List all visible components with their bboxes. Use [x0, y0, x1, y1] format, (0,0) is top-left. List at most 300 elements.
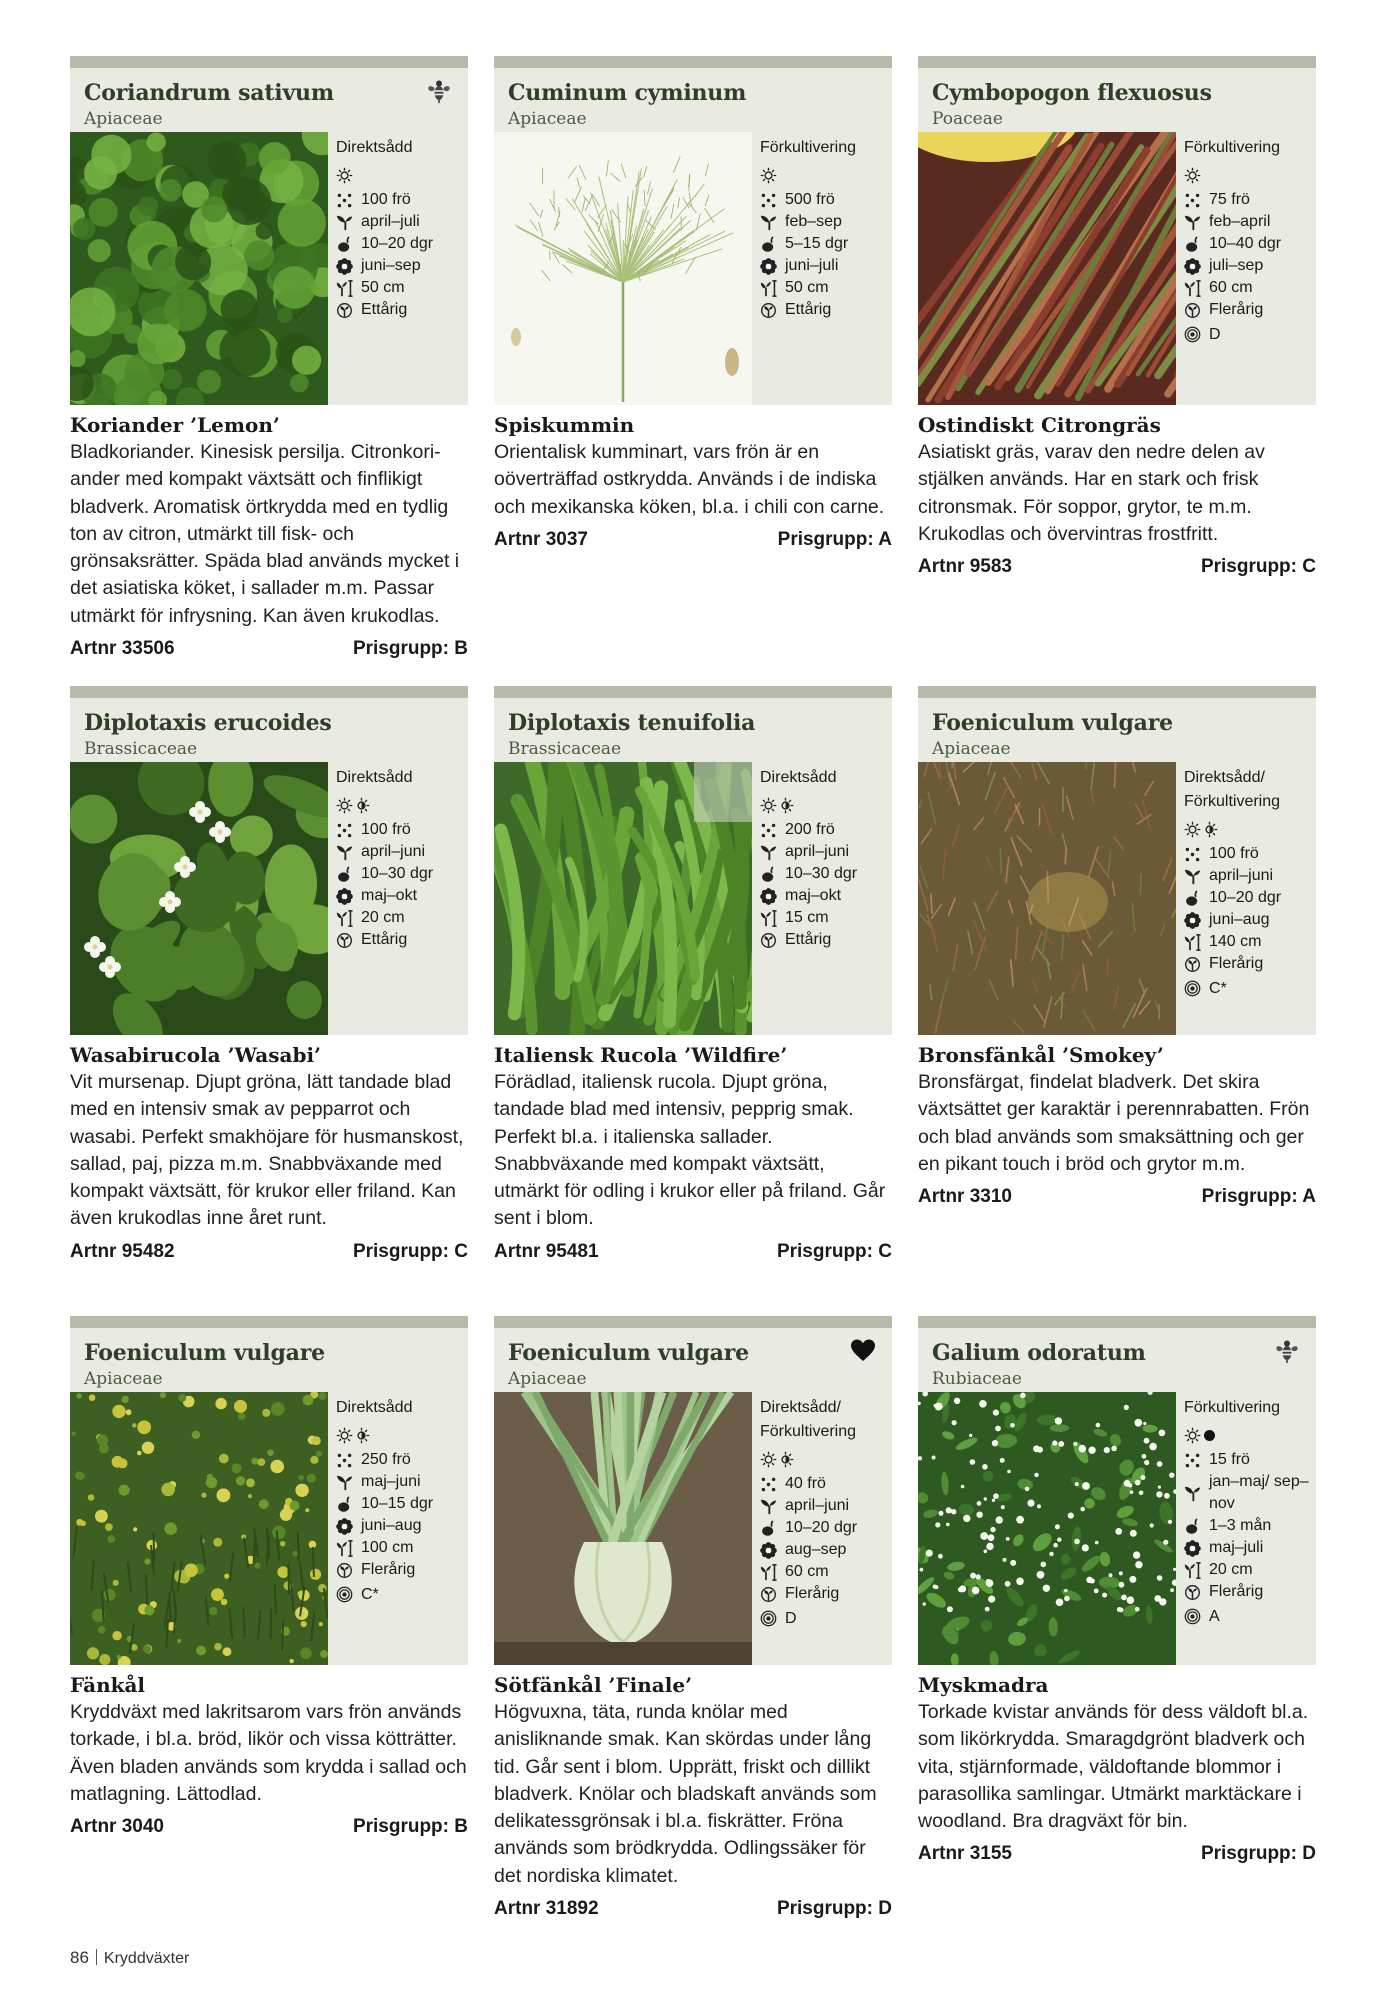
plant-height-icon: [760, 1564, 777, 1581]
spec-list: [1184, 1396, 1312, 1631]
spec-value: 10–40 dgr: [1209, 235, 1282, 252]
plant-photo-graphic: [494, 1392, 752, 1665]
card-header: [70, 56, 468, 132]
spec-value: april–juni: [785, 843, 850, 860]
spec-value: 10–15 dgr: [361, 1495, 434, 1512]
spec-seed-count: [1184, 843, 1312, 865]
plant-family: Brassicaceae: [508, 739, 622, 759]
seed-count-icon: [1184, 1452, 1201, 1469]
spec-value: 100 frö: [361, 191, 411, 208]
card-footer: [918, 1186, 1316, 1208]
plant-family: Rubiaceae: [932, 1369, 1022, 1389]
spec-germination-time: [760, 1517, 888, 1539]
spec-value: Ettårig: [361, 301, 408, 318]
card-footer: [918, 1843, 1316, 1865]
life-cycle-icon: [760, 1586, 777, 1603]
product-card: [70, 1316, 468, 1838]
spec-value: 10–20 dgr: [1209, 889, 1282, 906]
plant-family: Apiaceae: [508, 109, 587, 129]
full-sun-icon: [760, 797, 777, 814]
plant-photo: [70, 762, 328, 1035]
spec-value: Ettårig: [785, 301, 832, 318]
product-card: [494, 1316, 892, 1920]
sowing-period-icon: [1184, 868, 1201, 885]
spec-plant-height: [760, 277, 888, 299]
life-cycle-icon: [1184, 302, 1201, 319]
full-sun-icon: [760, 1451, 777, 1468]
card-body: [70, 762, 468, 1035]
plant-photo-graphic: [918, 762, 1176, 1035]
seed-count-icon: [760, 192, 777, 209]
spec-plant-height: [760, 907, 888, 929]
spec-life-cycle: [1184, 953, 1312, 975]
plant-photo: [918, 1392, 1176, 1665]
spec-sowing-period: [336, 841, 464, 863]
card-footer: [70, 1241, 468, 1263]
life-cycle-icon: [1184, 1584, 1201, 1601]
price-group: Prisgrupp: C: [352, 1240, 468, 1262]
seed-count-icon: [760, 1476, 777, 1493]
cultivation-method: Förkultivering: [760, 139, 857, 156]
card-body: [494, 762, 892, 1035]
card-header: [494, 56, 892, 132]
spec-list: [760, 1396, 888, 1633]
germination-time-icon: [760, 1520, 777, 1537]
spec-value: juni–sep: [361, 257, 421, 274]
zone-value: C*: [361, 1586, 379, 1603]
spec-life-cycle: [1184, 299, 1312, 321]
sowing-period-icon: [760, 844, 777, 861]
spec-value: Flerårig: [1209, 1583, 1264, 1600]
price-group: Prisgrupp: B: [352, 638, 468, 660]
spec-sowing-period: [760, 211, 888, 233]
germination-time-icon: [336, 866, 353, 883]
latin-name: Foeniculum vulgare: [932, 710, 1173, 736]
spec-list: [760, 136, 888, 321]
flowering-period-icon: [1184, 912, 1201, 929]
card-body: [70, 1392, 468, 1665]
full-sun-icon: [336, 167, 353, 184]
card-header: [918, 686, 1316, 762]
cultivation-method: Direktsådd/ Förkultivering: [1184, 769, 1281, 810]
page-footer: [70, 1948, 189, 1968]
cultivation-method: Direktsådd: [760, 769, 837, 786]
spec-value: 10–30 dgr: [361, 865, 434, 882]
product-card: [70, 56, 468, 660]
product-card: [918, 686, 1316, 1208]
spec-plant-height: [1184, 1559, 1312, 1581]
card-footer: [918, 556, 1316, 578]
spec-value: 40 frö: [785, 1475, 826, 1492]
product-card: [494, 686, 892, 1263]
spec-list: [1184, 136, 1312, 349]
plant-height-icon: [1184, 934, 1201, 951]
card-header: [70, 686, 468, 762]
spec-flowering-period: [760, 1539, 888, 1561]
plant-height-icon: [1184, 1562, 1201, 1579]
light-requirement: [760, 162, 888, 189]
germination-time-icon: [336, 1496, 353, 1513]
spec-value: 15 frö: [1209, 1451, 1250, 1468]
plant-height-icon: [336, 1540, 353, 1557]
life-cycle-icon: [1184, 956, 1201, 973]
plant-photo: [70, 132, 328, 405]
light-requirement: [336, 162, 464, 189]
plant-family: Apiaceae: [84, 109, 163, 129]
spec-life-cycle: [336, 929, 464, 951]
spec-value: maj–okt: [361, 887, 418, 904]
light-requirement: [336, 1422, 464, 1449]
plant-photo: [70, 1392, 328, 1665]
plant-family: Apiaceae: [508, 1369, 587, 1389]
spec-value: 140 cm: [1209, 933, 1262, 950]
cultivation-method: Förkultivering: [1184, 1399, 1281, 1416]
product-description: Asiatiskt gräs, varav den nedre delen av stjälken används. Har en stark och frisk citronsmak. För soppor, grytor, te m.m. Krukodlas och övervintras frostfritt.: [918, 441, 1265, 545]
hardiness-zone-icon: [760, 1610, 777, 1627]
latin-name: Diplotaxis tenuifolia: [508, 710, 756, 736]
sowing-period-icon: [760, 214, 777, 231]
card-body: [494, 132, 892, 405]
card-body: [918, 762, 1316, 1035]
price-group: Prisgrupp: D: [776, 1898, 892, 1920]
spec-hardiness-zone: [1184, 1603, 1312, 1631]
flowering-period-icon: [336, 258, 353, 275]
product-description: Bladkoriander. Kinesisk persilja. Citronkori-ander med kompakt växtsätt och finflikigt bladverk. Aromatisk örtkrydda med en tydlig ton av citron, utmärkt till fisk- och grönsaksrätter. Späda blad används mycket i det asiatiska köket, i sallader m.m. Passar utmärkt för infrysning. Kan även krukodlas.: [70, 441, 460, 627]
bee-icon: [1274, 1338, 1300, 1364]
card-header: [918, 56, 1316, 132]
spec-value: juli–sep: [1209, 257, 1264, 274]
product-name: Koriander ’Lemon’: [70, 413, 280, 437]
cultivation-method: Direktsådd: [336, 139, 413, 156]
spec-list: [1184, 766, 1312, 1003]
spec-value: 20 cm: [361, 909, 405, 926]
plant-height-icon: [760, 280, 777, 297]
article-number: Artnr 33506: [70, 638, 175, 660]
spec-sowing-period: [336, 1471, 464, 1493]
spec-flowering-period: [1184, 1537, 1312, 1559]
latin-name: Diplotaxis erucoides: [84, 710, 332, 736]
spec-germination-time: [336, 233, 464, 255]
spec-sowing-period: [336, 211, 464, 233]
spec-value: 100 frö: [361, 821, 411, 838]
full-sun-icon: [336, 797, 353, 814]
spec-flowering-period: [760, 255, 888, 277]
spec-value: april–juli: [361, 213, 420, 230]
flowering-period-icon: [336, 1518, 353, 1535]
partial-shade-icon: [1201, 821, 1218, 838]
article-number: Artnr 95482: [70, 1240, 175, 1262]
plant-family: Apiaceae: [84, 1369, 163, 1389]
spec-value: 100 cm: [361, 1539, 414, 1556]
cultivation-method: Förkultivering: [1184, 139, 1281, 156]
product-name: Wasabirucola ’Wasabi’: [70, 1043, 322, 1067]
spec-hardiness-zone: [760, 1605, 888, 1633]
spec-seed-count: [760, 819, 888, 841]
plant-photo: [918, 132, 1176, 405]
spec-flowering-period: [336, 255, 464, 277]
spec-value: april–juni: [361, 843, 426, 860]
card-footer: [70, 638, 468, 660]
spec-sowing-period: [1184, 865, 1312, 887]
spec-value: 50 cm: [361, 279, 405, 296]
spec-plant-height: [336, 277, 464, 299]
heart-icon: [850, 1338, 876, 1364]
spec-sowing-period: [760, 841, 888, 863]
product-description: Förädlad, italiensk rucola. Djupt gröna, tandade blad med intensiv, pepprig smak. Perfekt bl.a. i italienska sallader. Snabbväxande med kompakt växtsätt, utmärkt för odling i krukor eller på friland. Går sent i blom.: [494, 1071, 886, 1230]
page-number: 86: [70, 1948, 89, 1967]
product-description: Bronsfärgat, findelat bladverk. Det skira växtsättet ger karaktär i perennrabatten. Frön och blad används som smaksättning och ger en pikant touch i bröd och grytor m.m.: [918, 1071, 1310, 1175]
spec-plant-height: [336, 1537, 464, 1559]
spec-value: juni–aug: [1209, 911, 1270, 928]
seed-count-icon: [1184, 846, 1201, 863]
card-footer: [494, 1898, 892, 1920]
plant-height-icon: [336, 910, 353, 927]
latin-name: Cuminum cyminum: [508, 80, 747, 106]
flowering-period-icon: [760, 258, 777, 275]
article-number: Artnr 3155: [918, 1843, 1012, 1865]
card-header: [918, 1316, 1316, 1392]
spec-value: 5–15 dgr: [785, 235, 849, 252]
partial-shade-icon: [777, 797, 794, 814]
life-cycle-icon: [760, 302, 777, 319]
spec-value: 75 frö: [1209, 191, 1250, 208]
sowing-period-icon: [1184, 1485, 1201, 1502]
flowering-period-icon: [1184, 258, 1201, 275]
spec-life-cycle: [336, 299, 464, 321]
hardiness-zone-icon: [1184, 1608, 1201, 1625]
flowering-period-icon: [336, 888, 353, 905]
spec-flowering-period: [760, 885, 888, 907]
spec-value: 15 cm: [785, 909, 829, 926]
price-group: Prisgrupp: D: [1200, 1843, 1316, 1865]
spec-value: Flerårig: [1209, 955, 1264, 972]
hardiness-zone-icon: [336, 1586, 353, 1603]
cultivation-method: Direktsådd/ Förkultivering: [760, 1399, 857, 1440]
product-name: Italiensk Rucola ’Wildfire’: [494, 1043, 788, 1067]
product-name: Bronsfänkål ’Smokey’: [918, 1043, 1164, 1067]
spec-germination-time: [336, 1493, 464, 1515]
spec-germination-time: [336, 863, 464, 885]
plant-photo-graphic: [70, 132, 328, 405]
latin-name: Foeniculum vulgare: [508, 1340, 749, 1366]
card-body: [494, 1392, 892, 1665]
sowing-period-icon: [760, 1498, 777, 1515]
card-body: [918, 1392, 1316, 1665]
cultivation-method: Direktsådd: [336, 1399, 413, 1416]
product-description: Kryddväxt med lakritsarom vars frön används torkade, i bl.a. bröd, likör och vissa kötträtter. Även bladen används som krydda i sallad och matlagning. Lättodlad.: [70, 1701, 467, 1805]
spec-flowering-period: [1184, 255, 1312, 277]
latin-name: Foeniculum vulgare: [84, 1340, 325, 1366]
spec-sowing-period: [1184, 211, 1312, 233]
product-name: Sötfänkål ’Finale’: [494, 1673, 693, 1697]
spec-value: 10–30 dgr: [785, 865, 858, 882]
spec-seed-count: [336, 1449, 464, 1471]
spec-value: 250 frö: [361, 1451, 411, 1468]
flowering-period-icon: [760, 1542, 777, 1559]
zone-value: D: [1209, 326, 1221, 343]
card-footer: [70, 1816, 468, 1838]
sowing-period-icon: [336, 1474, 353, 1491]
flowering-period-icon: [1184, 1540, 1201, 1557]
spec-value: 50 cm: [785, 279, 829, 296]
spec-list: [336, 136, 464, 321]
spec-plant-height: [1184, 277, 1312, 299]
spec-plant-height: [760, 1561, 888, 1583]
product-card: [918, 1316, 1316, 1865]
spec-value: Flerårig: [361, 1561, 416, 1578]
spec-value: 60 cm: [1209, 279, 1253, 296]
plant-photo: [494, 762, 752, 1035]
hardiness-zone-icon: [1184, 326, 1201, 343]
plant-photo: [918, 762, 1176, 1035]
article-number: Artnr 95481: [494, 1240, 599, 1262]
flowering-period-icon: [760, 888, 777, 905]
life-cycle-icon: [760, 932, 777, 949]
partial-shade-icon: [777, 1451, 794, 1468]
full-sun-icon: [1184, 821, 1201, 838]
plant-photo: [494, 132, 752, 405]
plant-family: Poaceae: [932, 109, 1003, 129]
latin-name: Cymbopogon flexuosus: [932, 80, 1212, 106]
full-sun-icon: [336, 1427, 353, 1444]
spec-value: 500 frö: [785, 191, 835, 208]
card-footer: [494, 529, 892, 551]
spec-flowering-period: [336, 1515, 464, 1537]
spec-value: juni–juli: [785, 257, 839, 274]
card-header: [70, 1316, 468, 1392]
spec-value: maj–juli: [1209, 1539, 1264, 1556]
price-group: Prisgrupp: C: [1200, 556, 1316, 578]
product-name: Fänkål: [70, 1673, 146, 1697]
article-number: Artnr 9583: [918, 556, 1012, 578]
spec-life-cycle: [1184, 1581, 1312, 1603]
plant-family: Brassicaceae: [84, 739, 198, 759]
spec-value: 60 cm: [785, 1563, 829, 1580]
spec-value: 10–20 dgr: [785, 1519, 858, 1536]
spec-list: [336, 766, 464, 951]
spec-value: maj–juni: [361, 1473, 421, 1490]
zone-value: A: [1209, 1608, 1220, 1625]
plant-photo-graphic: [70, 762, 328, 1035]
spec-value: april–juni: [1209, 867, 1274, 884]
germination-time-icon: [1184, 1518, 1201, 1535]
sowing-period-icon: [336, 844, 353, 861]
germination-time-icon: [336, 236, 353, 253]
spec-hardiness-zone: [336, 1581, 464, 1609]
article-number: Artnr 3310: [918, 1186, 1012, 1208]
spec-hardiness-zone: [1184, 975, 1312, 1003]
price-group: Prisgrupp: C: [776, 1240, 892, 1262]
zone-value: D: [785, 1610, 797, 1627]
spec-flowering-period: [336, 885, 464, 907]
card-header: [494, 686, 892, 762]
spec-plant-height: [1184, 931, 1312, 953]
spec-value: april–juni: [785, 1497, 850, 1514]
life-cycle-icon: [336, 302, 353, 319]
seed-count-icon: [1184, 192, 1201, 209]
product-card: [70, 686, 468, 1263]
plant-photo-graphic: [70, 1392, 328, 1665]
spec-value: 200 frö: [785, 821, 835, 838]
spec-value: Ettårig: [785, 931, 832, 948]
card-body: [918, 132, 1316, 405]
spec-life-cycle: [760, 1583, 888, 1605]
zone-value: C*: [1209, 980, 1227, 997]
product-card: [494, 56, 892, 551]
sowing-period-icon: [1184, 214, 1201, 231]
seed-count-icon: [336, 192, 353, 209]
bee-icon: [426, 78, 452, 104]
light-requirement: [760, 1446, 888, 1473]
full-sun-icon: [1184, 167, 1201, 184]
spec-sowing-period: [1184, 1471, 1312, 1515]
spec-seed-count: [760, 1473, 888, 1495]
plant-family: Apiaceae: [932, 739, 1011, 759]
plant-height-icon: [760, 910, 777, 927]
price-group: Prisgrupp: A: [1201, 1186, 1316, 1208]
plant-height-icon: [336, 280, 353, 297]
product-description: Högvuxna, täta, runda knölar med anisliknande smak. Kan skördas under lång tid. Går sent i blom. Upprätt, friskt och dillikt bladverk. Knölar och bladskaft används som delikatessgrönsak i bl.a. fiskrätter. Fröna används som brödkrydda. Odlingssäker för det nordiska klimatet.: [494, 1701, 877, 1887]
card-header: [494, 1316, 892, 1392]
spec-sowing-period: [760, 1495, 888, 1517]
article-number: Artnr 3037: [494, 528, 588, 550]
spec-germination-time: [760, 863, 888, 885]
article-number: Artnr 31892: [494, 1898, 599, 1920]
full-sun-icon: [760, 167, 777, 184]
partial-shade-icon: [353, 1427, 370, 1444]
plant-photo-graphic: [494, 762, 752, 1035]
partial-shade-icon: [353, 797, 370, 814]
product-name: Ostindiskt Citrongräs: [918, 413, 1161, 437]
life-cycle-icon: [336, 1562, 353, 1579]
spec-value: feb–april: [1209, 213, 1271, 230]
seed-count-icon: [336, 822, 353, 839]
light-requirement: [760, 792, 888, 819]
card-body: [70, 132, 468, 405]
article-number: Artnr 3040: [70, 1816, 164, 1838]
plant-photo-graphic: [918, 1392, 1176, 1665]
spec-value: maj–okt: [785, 887, 842, 904]
seed-count-icon: [760, 822, 777, 839]
spec-list: [336, 1396, 464, 1609]
spec-germination-time: [760, 233, 888, 255]
spec-plant-height: [336, 907, 464, 929]
spec-hardiness-zone: [1184, 321, 1312, 349]
latin-name: Galium odoratum: [932, 1340, 1146, 1366]
spec-value: Ettårig: [361, 931, 408, 948]
spec-germination-time: [1184, 887, 1312, 909]
light-requirement: [1184, 816, 1312, 843]
product-description: Orientalisk kumminart, vars frön är en oöverträffad ostkrydda. Används i de indiska och mexikanska köken, bl.a. i chili con carne.: [494, 441, 885, 518]
spec-flowering-period: [1184, 909, 1312, 931]
spec-value: 20 cm: [1209, 1561, 1253, 1578]
spec-life-cycle: [760, 299, 888, 321]
product-name: Spiskummin: [494, 413, 635, 437]
spec-value: Flerårig: [785, 1585, 840, 1602]
sowing-period-icon: [336, 214, 353, 231]
plant-photo: [494, 1392, 752, 1665]
price-group: Prisgrupp: A: [777, 528, 892, 550]
spec-life-cycle: [336, 1559, 464, 1581]
product-description: Torkade kvistar används för dess väldoft bl.a. som likörkrydda. Smaragdgrönt bladverk och vita, stjärnformade, väldoftande blommor i parasollika samlingar. Utmärkt marktäckare i woodland. Bra dragväxt för bin.: [918, 1701, 1309, 1833]
cultivation-method: Direktsådd: [336, 769, 413, 786]
card-footer: [494, 1241, 892, 1263]
plant-photo-graphic: [918, 132, 1176, 405]
hardiness-zone-icon: [1184, 980, 1201, 997]
spec-life-cycle: [760, 929, 888, 951]
spec-germination-time: [1184, 1515, 1312, 1537]
spec-value: aug–sep: [785, 1541, 847, 1558]
